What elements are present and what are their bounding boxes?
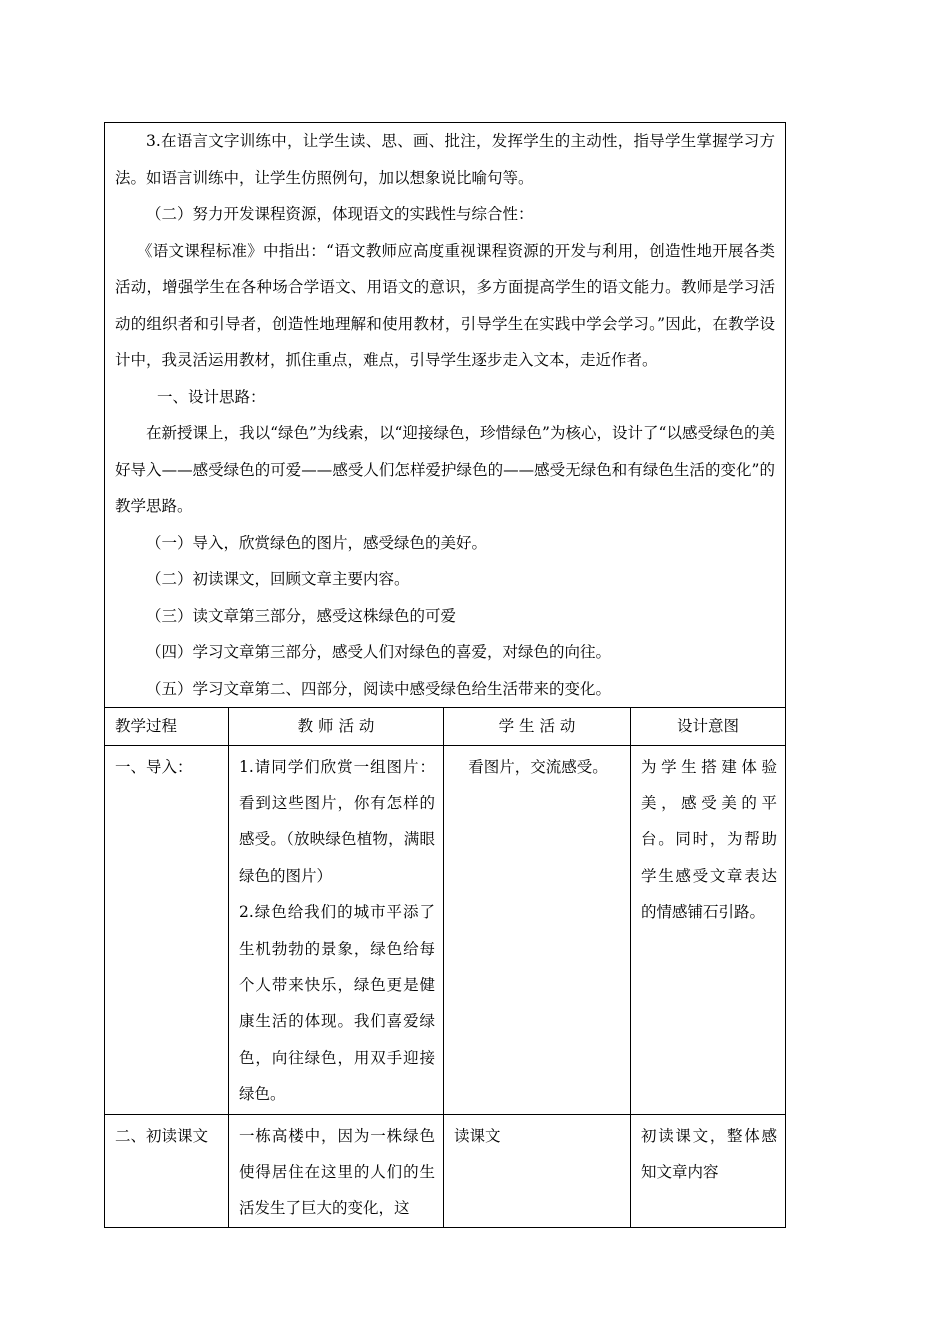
table-row bbox=[105, 745, 786, 1114]
design-intent-text: 为学生搭建体验美，感受美的平台。同时，为帮助学生感受文章表达的情感铺石引路。 bbox=[641, 757, 777, 922]
header-process: 教学过程 bbox=[105, 708, 229, 746]
stage-cell: 一、导入： bbox=[105, 745, 229, 1114]
stage-cell: 二、初读课文 bbox=[105, 1114, 229, 1227]
step-item: （五）学习文章第二、四部分，阅读中感受绿色给生活带来的变化。 bbox=[146, 679, 612, 698]
header-design-intent: 设计意图 bbox=[631, 708, 786, 746]
table-row bbox=[105, 1114, 786, 1227]
paragraph-curriculum-resources: （二）努力开发课程资源，体现语文的实践性与综合性： bbox=[146, 205, 534, 223]
step-item: （一）导入，欣赏绿色的图片，感受绿色的美好。 bbox=[146, 533, 488, 552]
heading-design-idea: 一、设计思路： bbox=[157, 387, 266, 406]
paragraph-curriculum-standard: 《语文课程标准》中指出：“语文教师应高度重视课程资源的开发与利用，创造性地开展各类活动，增强学生在各种场合学语文、用语文的意识，多方面提高学生的语文能力。教师是学习活动的组织者和引导者，创造性地理解和使用教材，引导学生在实践中学会学习。”因此，在教学设计中，我灵活运用教材，抓住重点，难点，引导学生逐步走入文本，走近作者。 bbox=[115, 241, 775, 369]
header-teacher-activity: 教 师 活 动 bbox=[229, 708, 444, 746]
step-item: （三）读文章第三部分，感受这株绿色的可爱 bbox=[146, 606, 457, 625]
step-item: （二）初读课文，回顾文章主要内容。 bbox=[146, 570, 410, 588]
student-activity-cell: 看图片，交流感受。 bbox=[444, 745, 631, 1114]
teacher-step: 1.请同学们欣赏一组图片：看到这些图片，你有怎样的感受。（放映绿色植物，满眼绿色的图片） bbox=[239, 757, 435, 885]
table-header-row bbox=[105, 708, 786, 746]
paragraph-design-idea: 在新授课上，我以“绿色”为线索，以“迎接绿色，珍惜绿色”为核心，设计了“以感受绿色的美好导入——感受绿色的可爱——感受人们怎样爱护绿色的——感受无绿色和有绿色生活的变化”的教学思路。 bbox=[115, 424, 775, 515]
header-student-activity: 学 生 活 动 bbox=[444, 708, 631, 746]
student-activity-cell: 读课文 bbox=[444, 1114, 631, 1227]
design-intent-text: 初读课文，整体感知文章内容 bbox=[641, 1126, 777, 1181]
design-intent-cell bbox=[631, 745, 786, 1114]
teacher-step: 2.绿色给我们的城市平添了生机勃勃的景象，绿色给每个人带来快乐，绿色更是健康生活的体现。我们喜爱绿色，向往绿色，用双手迎接绿色。 bbox=[239, 903, 435, 1104]
step-item: （四）学习文章第三部分，感受人们对绿色的喜爱，对绿色的向往。 bbox=[146, 643, 612, 661]
teacher-step: 一栋高楼中，因为一株绿色使得居住在这里的人们的生活发生了巨大的变化，这 bbox=[239, 1126, 435, 1218]
teacher-activity-cell bbox=[229, 1114, 444, 1227]
teacher-activity-cell bbox=[229, 745, 444, 1114]
lesson-plan-table bbox=[104, 122, 786, 1228]
design-notes-cell bbox=[105, 123, 786, 708]
design-intent-cell bbox=[631, 1114, 786, 1227]
intro-row bbox=[105, 123, 786, 708]
paragraph-language-training: 3.在语言文字训练中，让学生读、思、画、批注，发挥学生的主动性，指导学生掌握学习方法。如语言训练中，让学生仿照例句，加以想象说比喻句等。 bbox=[115, 132, 775, 187]
